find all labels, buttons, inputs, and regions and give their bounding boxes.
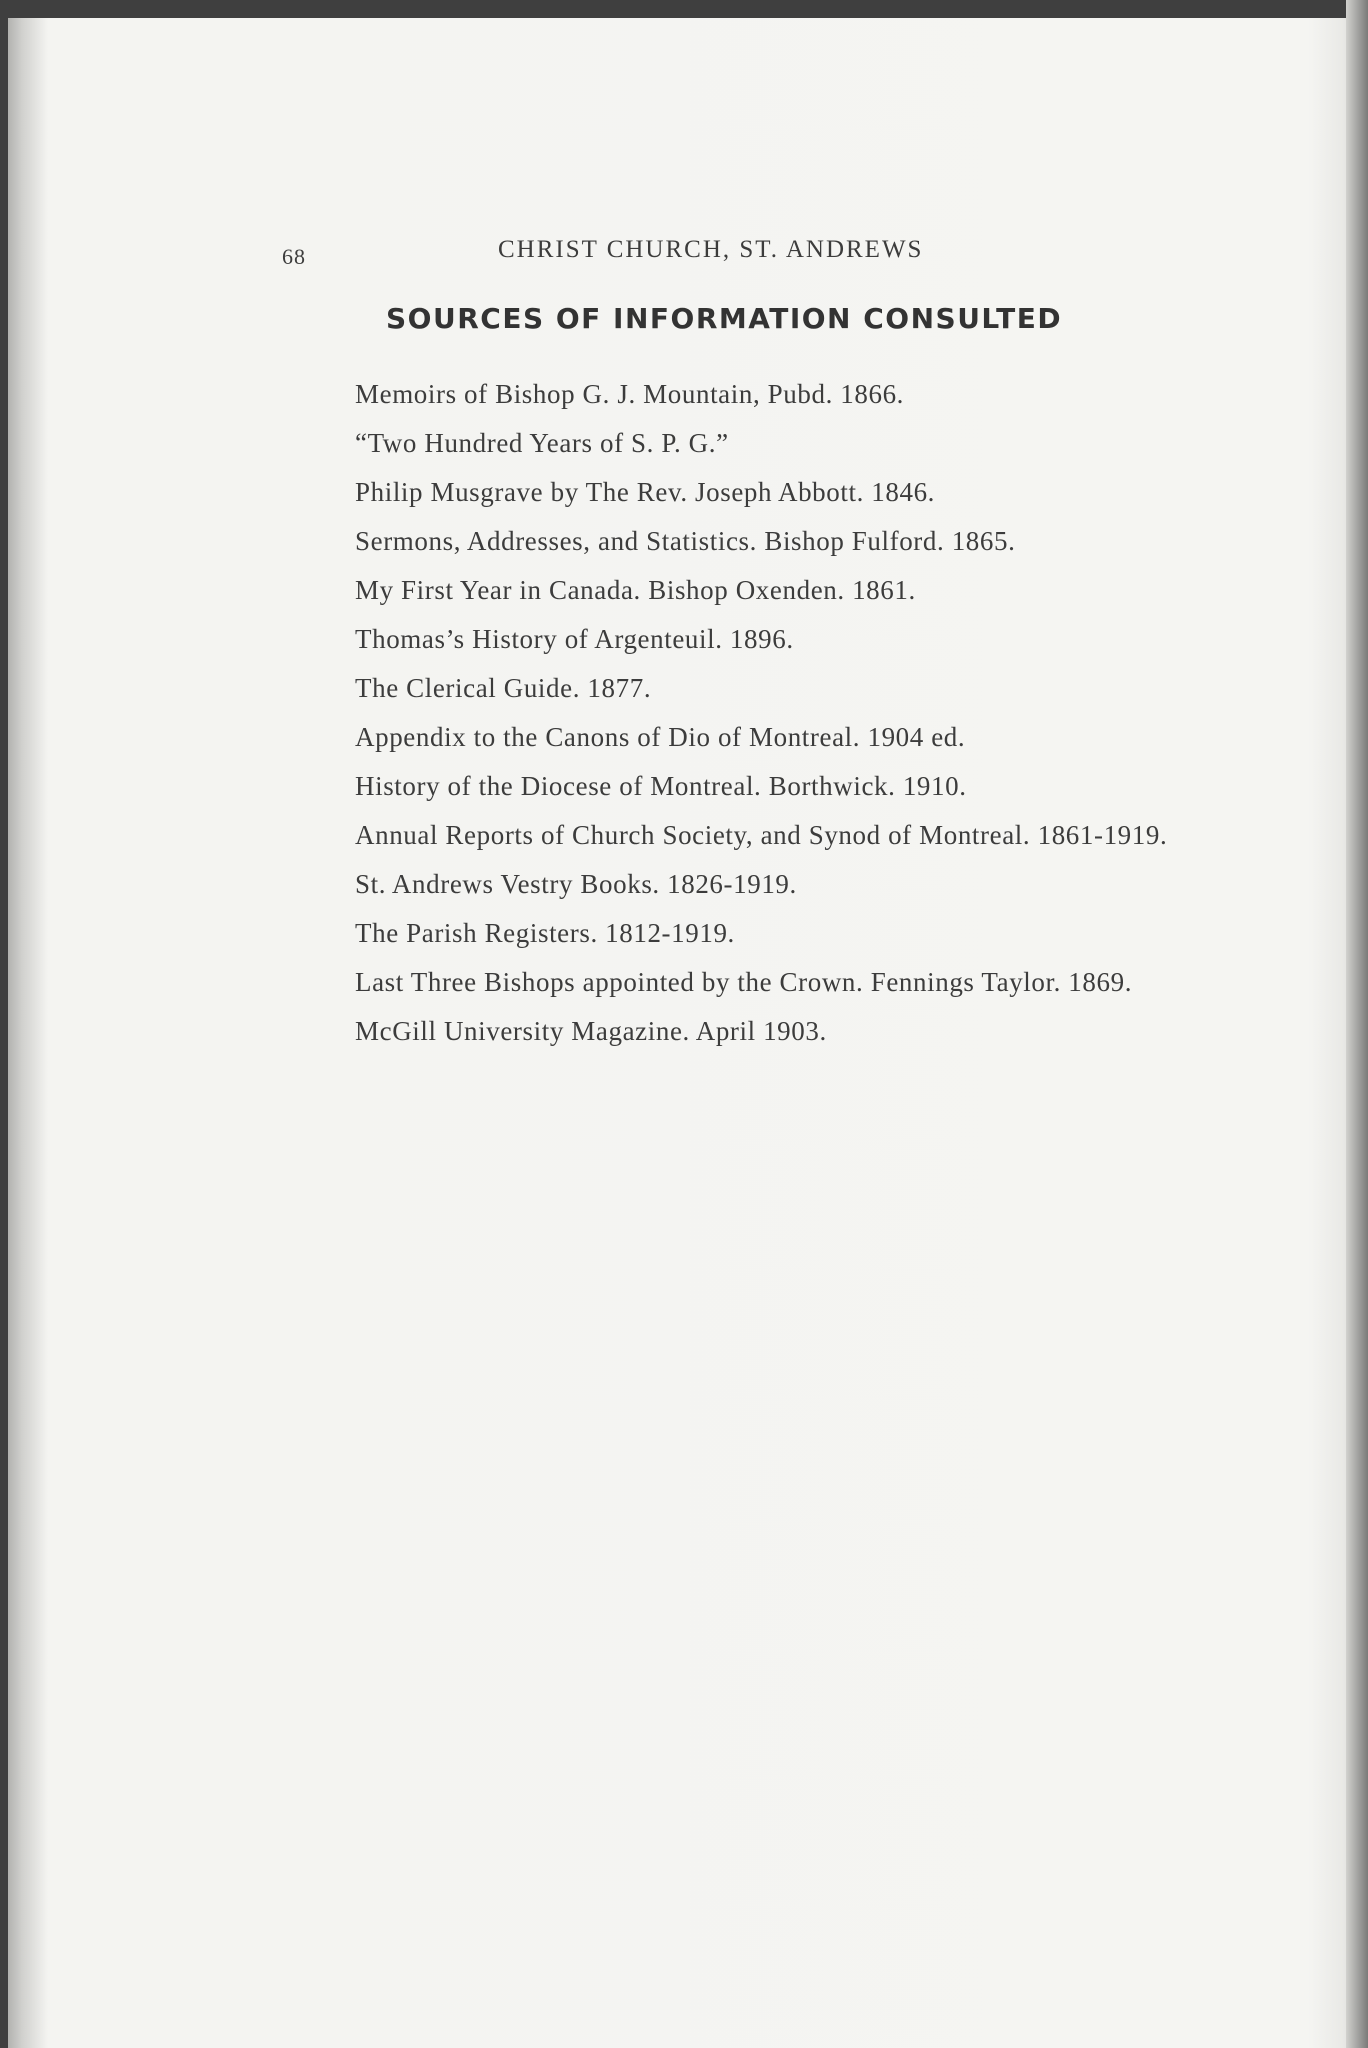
source-entry: My First Year in Canada. Bishop Oxenden. 1861. [355,575,916,605]
running-title: CHRIST CHURCH, ST. ANDREWS [498,236,924,263]
page-number: 68 [282,244,306,269]
source-entry: Thomas’s History of Argenteuil. 1896. [355,624,794,654]
running-head [0,236,1368,276]
source-entry: History of the Diocese of Montreal. Borthwick. 1910. [355,771,967,801]
source-entry: Annual Reports of Church Society, and Synod of Montreal. 1861-1919. [355,820,1168,850]
source-entry: “Two Hundred Years of S. P. G.” [355,428,729,458]
source-entry: The Clerical Guide. 1877. [355,673,652,703]
source-entry: Philip Musgrave by The Rev. Joseph Abbott. 1846. [355,477,936,507]
source-entry: St. Andrews Vestry Books. 1826-1919. [355,869,797,899]
source-entry: Sermons, Addresses, and Statistics. Bishop Fulford. 1865. [355,526,1016,556]
source-entry: Memoirs of Bishop G. J. Mountain, Pubd. 1866. [355,379,905,409]
source-entry: McGill University Magazine. April 1903. [355,1016,827,1046]
source-entry: The Parish Registers. 1812-1919. [355,918,735,948]
source-entry: Last Three Bishops appointed by the Crown. Fennings Taylor. 1869. [355,967,1133,997]
source-entry: Appendix to the Canons of Dio of Montreal. 1904 ed. [355,722,966,752]
section-title: SOURCES OF INFORMATION CONSULTED [386,302,1063,335]
sources-list [290,370,1220,1056]
